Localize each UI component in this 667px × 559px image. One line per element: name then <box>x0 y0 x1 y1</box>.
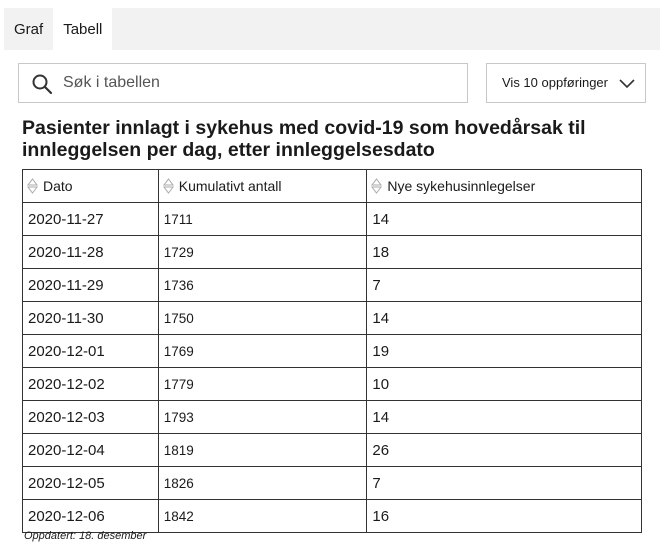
sort-icon <box>163 176 174 196</box>
updated-note: Oppdatert: 18. desember <box>24 530 147 542</box>
cell-cumulative: 1729 <box>158 236 367 269</box>
cell-cumulative: 1769 <box>158 335 367 368</box>
cell-date: 2020-11-28 <box>23 236 159 269</box>
table-row <box>23 203 642 236</box>
cell-date: 2020-12-03 <box>23 401 159 434</box>
table-row <box>23 500 642 533</box>
cell-cumulative: 1736 <box>158 269 367 302</box>
cell-date: 2020-12-06 <box>23 500 159 533</box>
column-header-label: Dato <box>43 178 73 194</box>
column-header-kumulativt[interactable] <box>158 170 367 203</box>
cell-cumulative: 1819 <box>158 434 367 467</box>
column-header-dato[interactable] <box>23 170 159 203</box>
cell-cumulative: 1826 <box>158 467 367 500</box>
tab-tabell[interactable]: Tabell <box>53 8 112 50</box>
cell-cumulative: 1711 <box>158 203 367 236</box>
tab-graf[interactable]: Graf <box>14 21 44 38</box>
cell-new: 14 <box>367 203 642 236</box>
cell-date: 2020-12-05 <box>23 467 159 500</box>
cell-new: 18 <box>367 236 642 269</box>
cell-new: 16 <box>367 500 642 533</box>
cell-new: 26 <box>367 434 642 467</box>
cell-new: 14 <box>367 302 642 335</box>
table-row <box>23 236 642 269</box>
search-box[interactable] <box>18 63 468 103</box>
cell-new: 7 <box>367 467 642 500</box>
cell-date: 2020-11-27 <box>23 203 159 236</box>
cell-new: 10 <box>367 368 642 401</box>
table-row <box>23 401 642 434</box>
search-input[interactable] <box>63 70 453 96</box>
widget-frame <box>4 8 660 548</box>
table-header-row <box>23 170 642 203</box>
cell-date: 2020-11-29 <box>23 269 159 302</box>
column-header-label: Kumulativt antall <box>178 178 282 194</box>
chevron-down-icon <box>619 77 635 89</box>
table-row <box>23 302 642 335</box>
cell-date: 2020-11-30 <box>23 302 159 335</box>
view-tabs <box>4 8 112 50</box>
sort-icon <box>27 176 38 196</box>
cell-new: 14 <box>367 401 642 434</box>
table-row <box>23 434 642 467</box>
search-icon <box>31 73 53 95</box>
column-header-nye[interactable] <box>367 170 642 203</box>
page-length-label: Vis 10 oppføringer <box>502 75 608 90</box>
cell-date: 2020-12-04 <box>23 434 159 467</box>
table-row <box>23 368 642 401</box>
page-length-select[interactable] <box>486 63 646 103</box>
table-title: Pasienter innlagt i sykehus med covid-19 som hovedårsak til innleggelsen per dag, etter innleggelsesdato <box>22 117 586 161</box>
cell-cumulative: 1793 <box>158 401 367 434</box>
cell-cumulative: 1842 <box>158 500 367 533</box>
cell-date: 2020-12-02 <box>23 368 159 401</box>
cell-cumulative: 1750 <box>158 302 367 335</box>
cell-date: 2020-12-01 <box>23 335 159 368</box>
sort-icon <box>371 176 382 196</box>
table-row <box>23 269 642 302</box>
cell-new: 7 <box>367 269 642 302</box>
table-row <box>23 467 642 500</box>
cell-cumulative: 1779 <box>158 368 367 401</box>
table-panel <box>4 50 660 548</box>
cell-new: 19 <box>367 335 642 368</box>
data-table <box>22 169 642 533</box>
table-row <box>23 335 642 368</box>
column-header-label: Nye sykehusinnlegelser <box>387 178 536 194</box>
